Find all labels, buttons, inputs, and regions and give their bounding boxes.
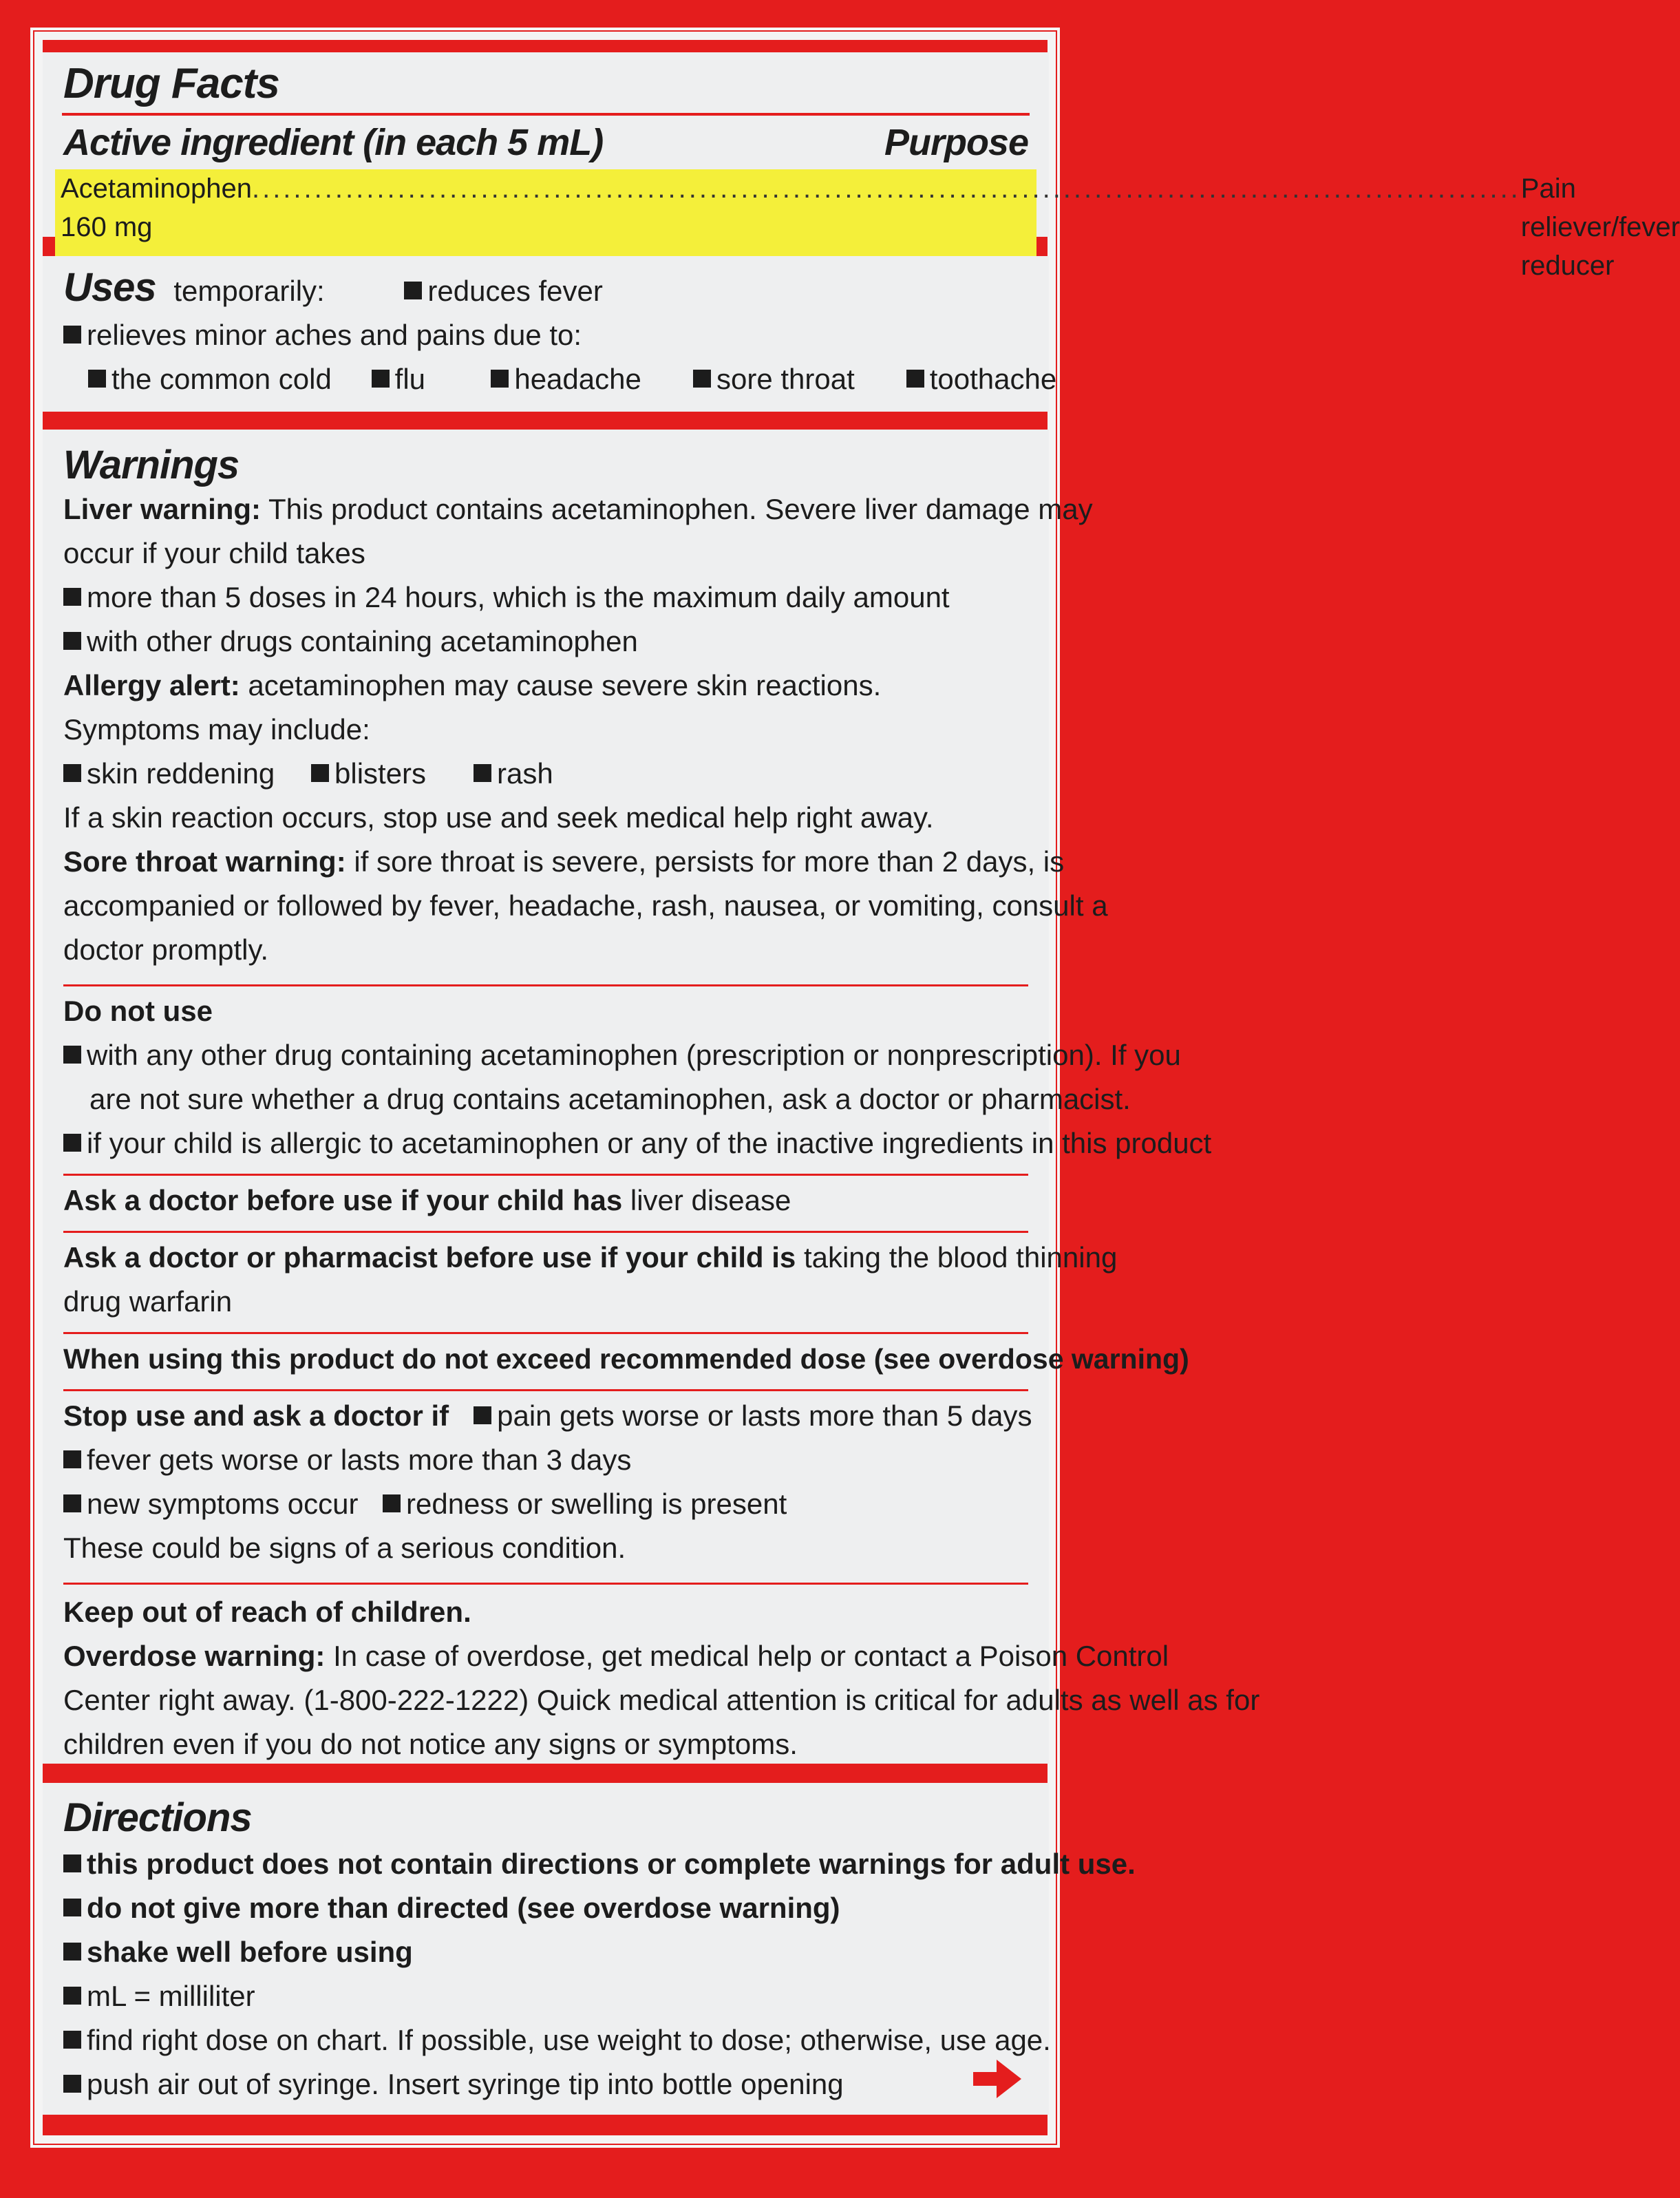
purpose-heading: Purpose (884, 122, 1028, 163)
uses-reduces-fever: reduces fever (427, 275, 603, 307)
sore-throat-text-3: doctor promptly. (63, 933, 268, 966)
ingredient-purpose: Pain reliever/fever reducer (1520, 173, 1680, 281)
bullet-icon (63, 1046, 81, 1064)
drug-facts-title: Drug Facts (63, 60, 279, 107)
active-ingredient-heading: Active ingredient (in each 5 mL) (63, 122, 604, 163)
drug-facts-header-panel (43, 52, 1680, 281)
do-not-use-bullet-1-cont: are not sure whether a drug contains acetaminophen, ask a doctor or pharmacist. (89, 1083, 1131, 1115)
stop-bullet-1: pain gets worse or lasts more than 5 days (497, 1399, 1032, 1432)
when-using-text: When using this product do not exceed recommended dose (see overdose warning) (63, 1343, 1189, 1375)
sore-throat-text: if sore throat is severe, persists for more than 2 days, is (345, 845, 1065, 878)
uses-temporarily: temporarily: (173, 275, 325, 307)
section-rule (63, 1389, 1028, 1391)
symptom-item: rash (497, 757, 553, 790)
ask-pharmacist-label: Ask a doctor or pharmacist before use if your child is (63, 1241, 796, 1274)
liver-warning-text: This product contains acetaminophen. Severe liver damage may (261, 493, 1093, 525)
ask-pharmacist-text: taking the blood thinning (796, 1241, 1118, 1274)
bullet-icon (63, 588, 81, 606)
sore-throat-text-2: accompanied or followed by fever, headache, rash, nausea, or vomiting, consult a (63, 889, 1108, 922)
directions-panel (43, 1783, 1136, 2115)
symptom-item: skin reddening (87, 757, 275, 790)
uses-items-row (63, 357, 1057, 401)
uses-item: flu (394, 363, 426, 395)
overdose-text-1: In case of overdose, get medical help or contact a Poison Control (325, 1640, 1169, 1672)
directions-title: Directions (63, 1795, 252, 1840)
bullet-icon (63, 1943, 81, 1961)
bullet-icon (311, 764, 329, 782)
allergy-alert-text: acetaminophen may cause severe skin reactions. (240, 669, 882, 701)
liver-warning-text-2: occur if your child takes (63, 537, 365, 569)
stop-bullet-4: redness or swelling is present (406, 1488, 787, 1520)
warnings-title: Warnings (63, 443, 240, 487)
keep-out-text: Keep out of reach of children. (63, 1596, 471, 1628)
bullet-icon (906, 370, 924, 388)
uses-line-1 (63, 266, 1028, 313)
bullet-icon (383, 1494, 401, 1512)
uses-relieves: relieves minor aches and pains due to: (87, 319, 582, 351)
section-rule (63, 1174, 1028, 1176)
uses-item: headache (514, 363, 641, 395)
section-rule (63, 1231, 1028, 1233)
bullet-icon (474, 1406, 491, 1424)
stop-bullet-2: fever gets worse or lasts more than 3 days (87, 1444, 632, 1476)
bullet-icon (372, 370, 390, 388)
bullet-icon (693, 370, 711, 388)
bullet-icon (63, 764, 81, 782)
bullet-icon (63, 632, 81, 650)
section-rule (63, 1332, 1028, 1334)
section-rule (63, 1583, 1028, 1585)
uses-item: toothache (929, 363, 1057, 395)
active-ingredient-row (63, 116, 1028, 169)
bullet-icon (474, 764, 491, 782)
uses-panel (43, 256, 1057, 412)
bullet-icon (63, 1899, 81, 1916)
bullet-icon (63, 326, 81, 344)
overdose-label: Overdose warning: (63, 1640, 326, 1672)
direction-4: mL = milliliter (87, 1980, 255, 2012)
allergy-alert-label: Allergy alert: (63, 669, 240, 701)
ask-doctor-text: liver disease (622, 1184, 791, 1216)
symptoms-row (63, 752, 1028, 796)
direction-1: this product does not contain directions or complete warnings for adult use. (87, 1848, 1136, 1880)
uses-title: Uses (63, 265, 156, 310)
direction-3: shake well before using (87, 1936, 413, 1968)
stop-bullet-3: new symptoms occur (87, 1488, 359, 1520)
continue-arrow-icon (973, 2060, 1021, 2098)
skin-reaction-text: If a skin reaction occurs, stop use and seek medical help right away. (63, 801, 934, 834)
bullet-icon (63, 1854, 81, 1872)
ingredient-name: Acetaminophen 160 mg (61, 173, 252, 242)
leader-dots: .......................................................................................................................... (251, 173, 1521, 204)
ask-pharmacist-text-2: drug warfarin (63, 1285, 233, 1318)
liver-bullet-1: more than 5 doses in 24 hours, which is the maximum daily amount (87, 581, 950, 613)
stop-note: These could be signs of a serious condition. (63, 1532, 626, 1564)
bullet-icon (404, 282, 422, 299)
stop-use-label: Stop use and ask a doctor if (63, 1399, 449, 1432)
do-not-use-bullet-2: if your child is allergic to acetaminophen or any of the inactive ingredients in this product (87, 1127, 1212, 1159)
uses-item: sore throat (716, 363, 855, 395)
bullet-icon (63, 1450, 81, 1468)
symptom-item: blisters (334, 757, 427, 790)
liver-bullet-2: with other drugs containing acetaminophen (87, 625, 638, 657)
direction-5: find right dose on chart. If possible, use weight to dose; otherwise, use age. (87, 2024, 1051, 2056)
bullet-icon (63, 1134, 81, 1152)
warnings-panel (43, 430, 1260, 1764)
overdose-text-3: children even if you do not notice any signs or symptoms. (63, 1728, 798, 1760)
bullet-icon (491, 370, 509, 388)
bullet-icon (63, 1494, 81, 1512)
section-rule (63, 984, 1028, 986)
uses-line-2 (63, 313, 1028, 357)
liver-warning-label: Liver warning: (63, 493, 262, 525)
bullet-icon (88, 370, 106, 388)
ask-doctor-label: Ask a doctor before use if your child has (63, 1184, 623, 1216)
overdose-text-2: Center right away. (1-800-222-1222) Quick medical attention is critical for adults as well as for (63, 1684, 1260, 1716)
direction-6: push air out of syringe. Insert syringe tip into bottle opening (87, 2068, 844, 2100)
symptoms-intro: Symptoms may include: (63, 713, 370, 746)
do-not-use-title: Do not use (63, 995, 213, 1027)
bullet-icon (63, 2031, 81, 2049)
do-not-use-bullet-1: with any other drug containing acetaminophen (prescription or nonprescription). If you (87, 1039, 1181, 1071)
bullet-icon (63, 1987, 81, 2005)
bullet-icon (63, 2075, 81, 2093)
direction-2: do not give more than directed (see overdose warning) (87, 1892, 840, 1924)
sore-throat-label: Sore throat warning: (63, 845, 346, 878)
uses-item: the common cold (111, 363, 332, 395)
